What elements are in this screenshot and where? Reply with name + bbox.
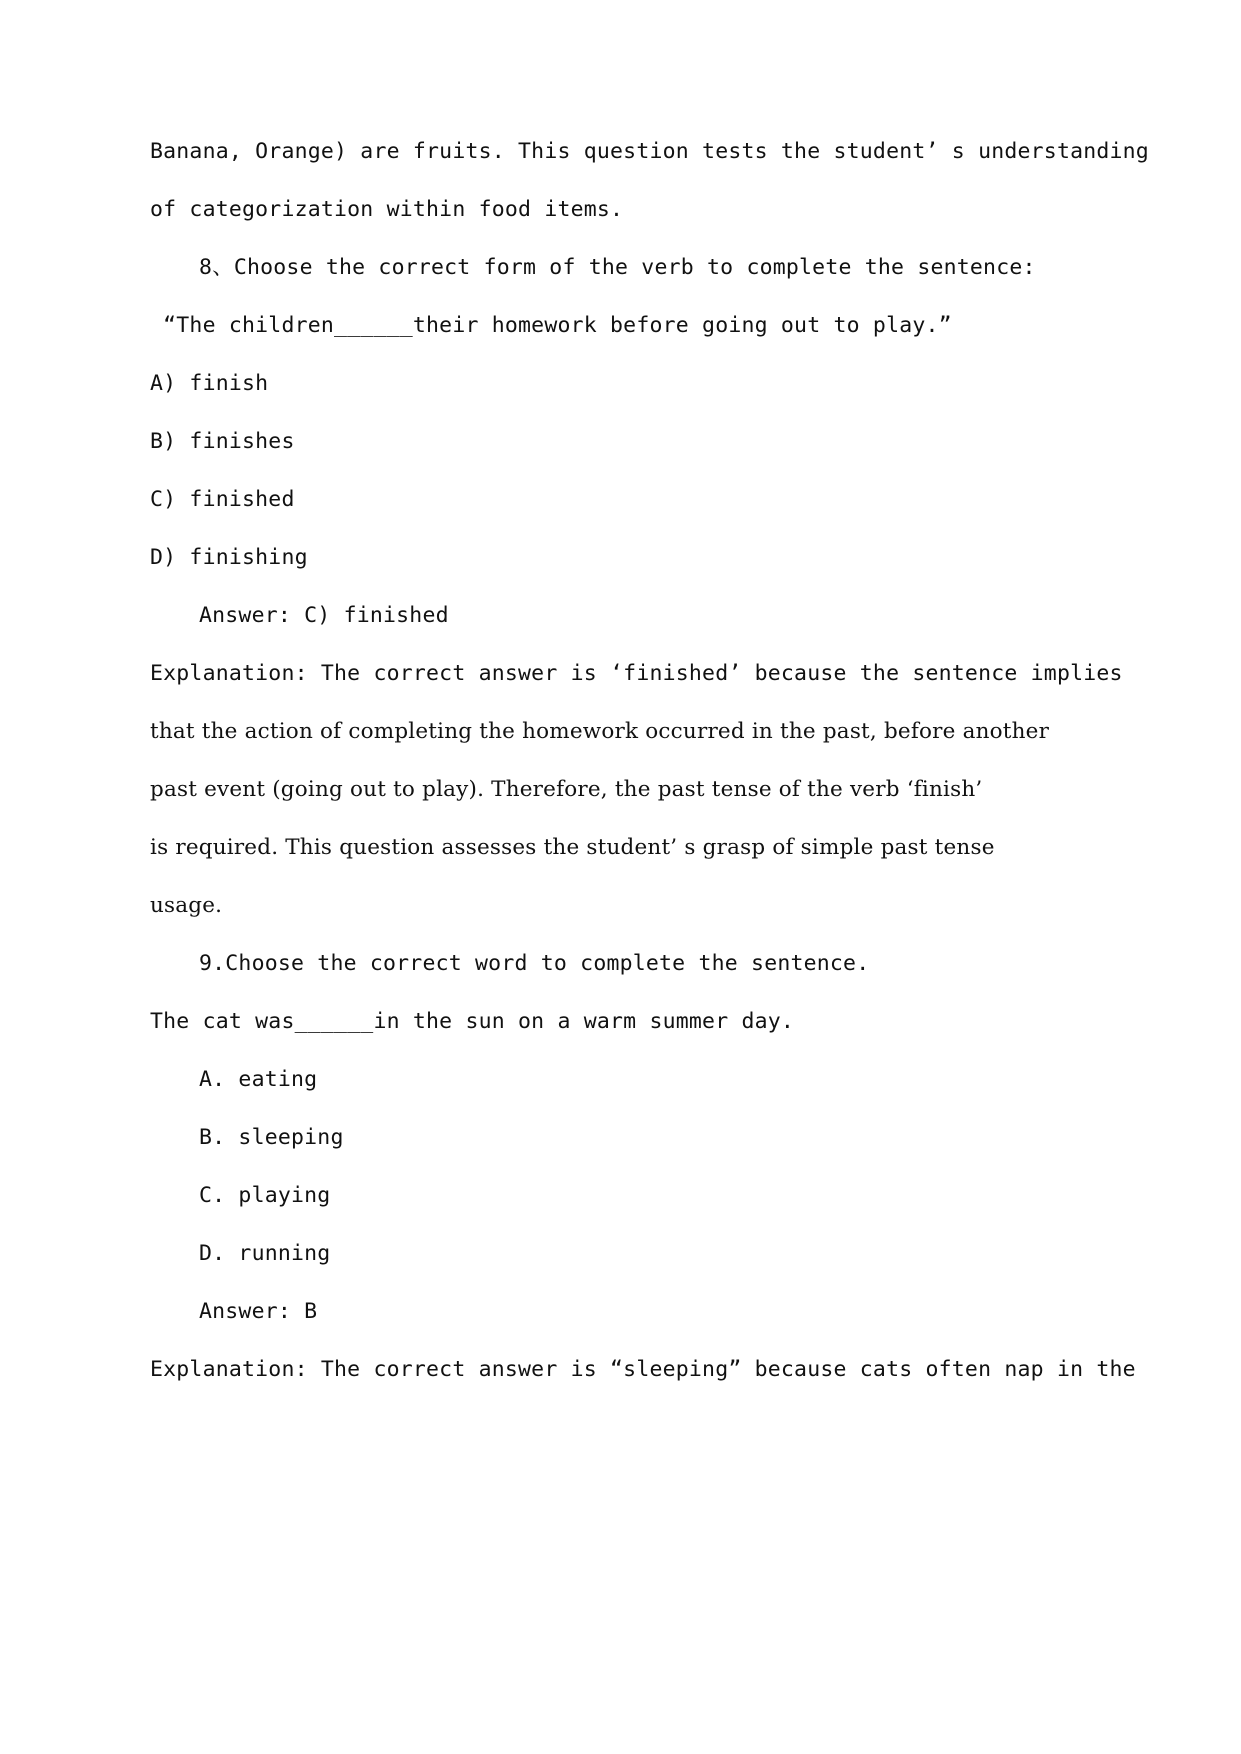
explanation-line: Explanation: The correct answer is “sleeping” because cats often nap in the	[150, 1357, 1136, 1382]
paragraph-line: Banana, Orange) are fruits. This question tests the student’ s understanding	[150, 139, 1149, 164]
option-d: D. running	[199, 1241, 331, 1266]
explanation-line: past event (going out to play). Therefore, the past tense of the verb ‘finish’	[150, 777, 983, 802]
explanation-line: Explanation: The correct answer is ‘finished’ because the sentence implies	[150, 661, 1123, 686]
option-a: A) finish	[150, 371, 269, 396]
explanation-line: usage.	[150, 893, 223, 918]
option-c: C. playing	[199, 1183, 331, 1208]
question-8-sentence: “The children______their homework before going out to play.”	[150, 313, 952, 338]
option-a: A. eating	[199, 1067, 318, 1092]
question-8-prompt: 8、Choose the correct form of the verb to complete the sentence:	[199, 255, 1036, 280]
option-c: C) finished	[150, 487, 295, 512]
question-8-answer: Answer: C) finished	[199, 603, 449, 628]
explanation-line: that the action of completing the homework occurred in the past, before another	[150, 719, 1050, 744]
explanation-line: is required. This question assesses the student’ s grasp of simple past tense	[150, 835, 995, 860]
question-9-answer: Answer: B	[199, 1299, 318, 1324]
question-9-sentence: The cat was______in the sun on a warm summer day.	[150, 1009, 795, 1034]
paragraph-line: of categorization within food items.	[150, 197, 624, 222]
option-b: B) finishes	[150, 429, 295, 454]
question-9-prompt: 9.Choose the correct word to complete the sentence.	[199, 951, 870, 976]
option-b: B. sleeping	[199, 1125, 344, 1150]
option-d: D) finishing	[150, 545, 308, 570]
